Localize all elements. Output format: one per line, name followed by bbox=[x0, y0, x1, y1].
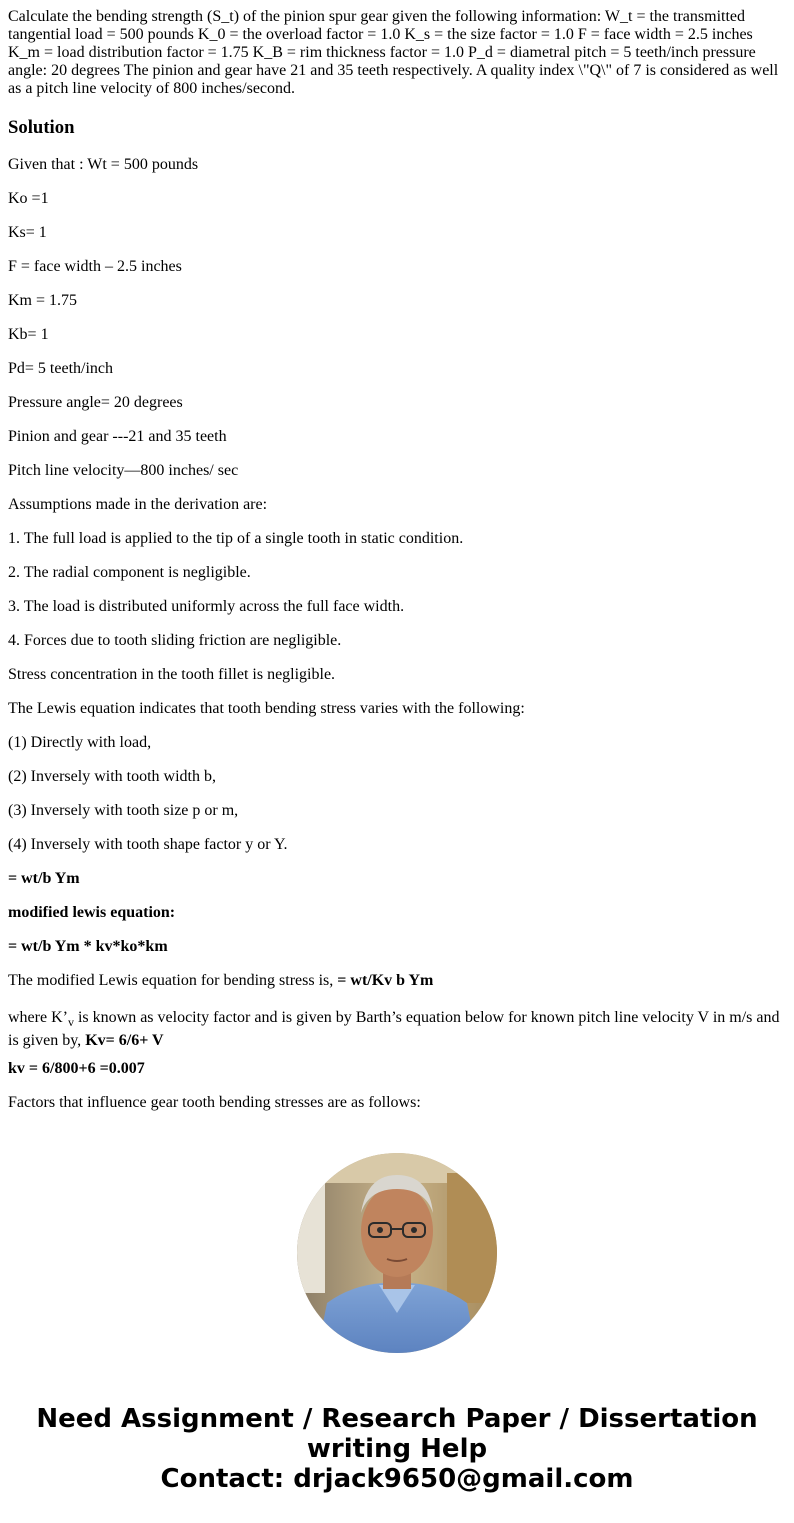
given-km: Km = 1.75 bbox=[8, 292, 78, 309]
lewis-item-4: (4) Inversely with tooth shape factor y or Y. bbox=[8, 836, 288, 853]
kv-calculation: kv = 6/800+6 =0.007 bbox=[8, 1060, 145, 1077]
given-teeth: Pinion and gear ---21 and 35 teeth bbox=[8, 428, 227, 445]
modified-lewis-statement-eq: = wt/Kv b Ym bbox=[337, 972, 434, 989]
given-kb: Kb= 1 bbox=[8, 326, 49, 343]
modified-lewis-statement-text: The modified Lewis equation for bending stress is, bbox=[8, 972, 338, 989]
lewis-item-1: (1) Directly with load, bbox=[8, 734, 152, 751]
given-ks: Ks= 1 bbox=[8, 224, 47, 241]
velocity-factor-k: where K’ bbox=[8, 1009, 68, 1026]
assumption-5: Stress concentration in the tooth fillet is negligible. bbox=[8, 666, 336, 683]
assumption-3: 3. The load is distributed uniformly across the full face width. bbox=[8, 598, 405, 615]
given-pressure-angle: Pressure angle= 20 degrees bbox=[8, 394, 183, 411]
given-pd: Pd= 5 teeth/inch bbox=[8, 360, 114, 377]
velocity-factor-sub: v bbox=[67, 1015, 74, 1029]
modified-lewis-equation: = wt/b Ym * kv*ko*km bbox=[8, 938, 168, 955]
assumption-1: 1. The full load is applied to the tip of a single tooth in static condition. bbox=[8, 530, 464, 547]
cta-line-1: Need Assignment / Research Paper / Dissertation bbox=[36, 1404, 758, 1434]
solution-body bbox=[8, 156, 786, 1128]
assumptions-intro: Assumptions made in the derivation are: bbox=[8, 496, 268, 513]
velocity-factor-text: is known as velocity factor and is given by Barth’s equation below for known pitch line velocity V in m/s and is given by, bbox=[8, 1009, 780, 1049]
barth-equation: Kv= 6/6+ V bbox=[85, 1032, 164, 1049]
modified-lewis-heading: modified lewis equation: bbox=[8, 904, 176, 921]
question-text: Calculate the bending strength (S_t) of the pinion spur gear given the following information: W_t = the transmitted tangential load = 500 pounds K_0 = the overload factor = 1.0 K_s = the size factor = 1.0 F = face width = 2.5 inches K_m = load distribution factor = 1.75 K_B = rim thickness factor = 1.0 P_d = diametral pitch = 5 teeth/inch pressure angle: 20 degrees The pinion and gear have 21 and 35 teeth respectively. A quality index \"Q\" of 7 is considered as well as a pitch line velocity of 800 inches/second. bbox=[8, 8, 779, 97]
lewis-intro: The Lewis equation indicates that tooth bending stress varies with the following: bbox=[8, 700, 525, 717]
given-ko: Ko =1 bbox=[8, 190, 49, 207]
given-velocity: Pitch line velocity—800 inches/ sec bbox=[8, 462, 239, 479]
lewis-item-3: (3) Inversely with tooth size p or m, bbox=[8, 802, 239, 819]
assumption-4: 4. Forces due to tooth sliding friction are negligible. bbox=[8, 632, 342, 649]
velocity-factor-paragraph bbox=[8, 1006, 786, 1052]
cta-line-3: Contact: drjack9650@gmail.com bbox=[160, 1464, 634, 1494]
factors-intro: Factors that influence gear tooth bending stresses are as follows: bbox=[8, 1094, 421, 1111]
given-wt: Given that : Wt = 500 pounds bbox=[8, 156, 199, 173]
assumption-2: 2. The radial component is negligible. bbox=[8, 564, 251, 581]
lewis-item-2: (2) Inversely with tooth width b, bbox=[8, 768, 216, 785]
question-block bbox=[8, 8, 786, 98]
avatar bbox=[297, 1153, 497, 1353]
solution-heading: Solution bbox=[8, 117, 75, 138]
contact-banner bbox=[0, 1404, 794, 1494]
lewis-equation: = wt/b Ym bbox=[8, 870, 80, 887]
avatar-photo bbox=[297, 1153, 497, 1353]
cta-line-2: writing Help bbox=[306, 1434, 488, 1464]
modified-lewis-statement bbox=[8, 972, 786, 1006]
given-face-width: F = face width – 2.5 inches bbox=[8, 258, 182, 275]
